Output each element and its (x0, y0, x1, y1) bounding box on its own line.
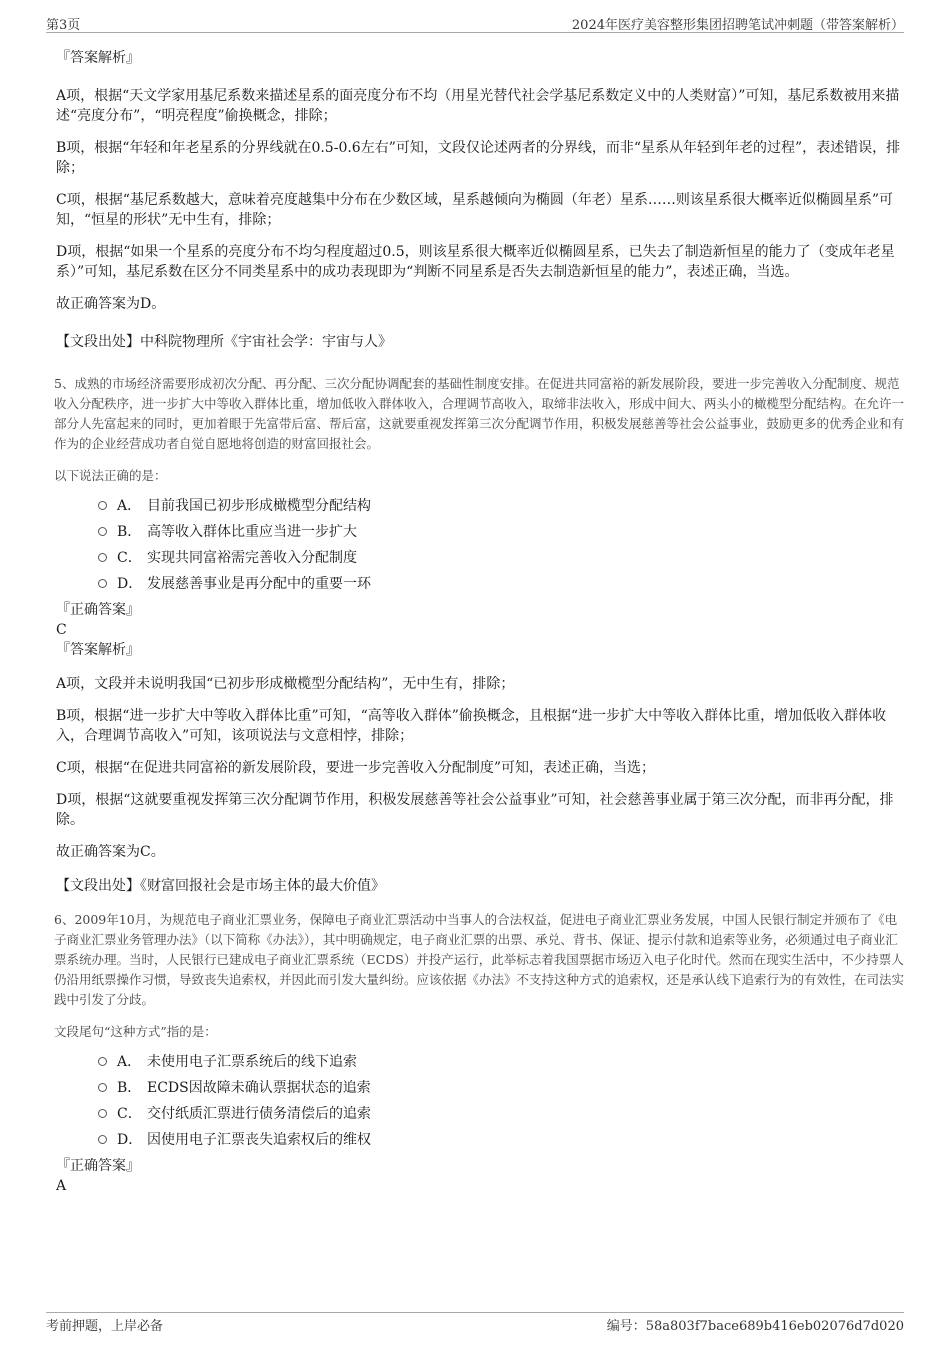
radio-icon[interactable] (98, 1057, 107, 1066)
q4-analysis-d: D项，根据“如果一个星系的亮度分布不均匀程度超过0.5，则该星系很大概率近似椭圆星系，已失去了制造新恒星的能力了（变成年老星系）”可知，基尼系数在区分不同类星系中的成功表现即为“判断不同星系是否失去制造新恒星的能力”，表述正确，当选。 (56, 244, 895, 280)
q6-answer: A (56, 1178, 67, 1194)
document-title: 2024年医疗美容整形集团招聘笔试冲刺题（带答案解析） (571, 18, 904, 33)
q4-source: 【文段出处】中科院物理所《宇宙社会学：宇宙与人》 (56, 334, 392, 350)
q6-option-d[interactable]: D． 因使用电子汇票丧失追索权后的维权 (98, 1126, 904, 1152)
q5-option-d[interactable]: D． 发展慈善事业是再分配中的重要一环 (98, 570, 904, 596)
q6-option-c[interactable]: C． 交付纸质汇票进行债务清偿后的追索 (98, 1100, 904, 1126)
q5-conclusion: 故正确答案为C。 (56, 844, 165, 860)
q5-option-b[interactable]: B． 高等收入群体比重应当进一步扩大 (98, 518, 904, 544)
page-header (46, 12, 904, 33)
q4-analysis-b: B项，根据“年轻和年老星系的分界线就在0.5-0.6左右”可知，文段仅论述两者的分界线，而非“星系从年轻到年老的过程”，表述错误，排除； (56, 140, 901, 176)
q5-analysis-a: A项，文段并未说明我国“已初步形成橄榄型分配结构”，无中生有，排除； (56, 676, 515, 692)
radio-icon[interactable] (98, 501, 107, 510)
radio-icon[interactable] (98, 579, 107, 588)
q4-analysis-a: A项，根据“天文学家用基尼系数来描述星系的面亮度分布不均（用星光替代社会学基尼系数定义中的人类财富）”可知，基尼系数被用来描述“亮度分布”，“明亮程度”偷换概念，排除； (56, 88, 900, 124)
footer-slogan: 考前押题，上岸必备 (46, 1319, 164, 1334)
q5-options (98, 492, 904, 596)
q5-stem: 5、成熟的市场经济需要形成初次分配、再分配、三次分配协调配套的基础性制度安排。在促进共同富裕的新发展阶段，要进一步完善收入分配制度、规范收入分配秩序，进一步扩大中等收入群体比重，增加低收入群体收入，合理调节高收入，取缔非法收入，形成中间大、两头小的橄榄型分配结构。在允许一部分人先富起来的同时，更加着眼于先富带后富、帮后富，这就要重视发挥第三次分配调节作用，积极发展慈善等社会公益事业，鼓励更多的优秀企业和有作为的企业经营成功者自觉自愿地将创造的财富回报社会。 (54, 376, 905, 451)
radio-icon[interactable] (98, 553, 107, 562)
q5-option-c[interactable]: C． 实现共同富裕需完善收入分配制度 (98, 544, 904, 570)
document-body (56, 48, 904, 1196)
radio-icon[interactable] (98, 1109, 107, 1118)
q6-answer-label: 『正确答案』 (56, 1158, 140, 1174)
q5-answer: C (56, 622, 67, 638)
q5-source: 【文段出处】《财富回报社会是市场主体的最大价值》 (56, 878, 385, 894)
q4-conclusion: 故正确答案为D。 (56, 296, 166, 312)
q5-analysis-b: B项，根据“进一步扩大中等收入群体比重”可知，“高等收入群体”偷换概念，且根据“进一步扩大中等收入群体比重，增加低收入群体收入，合理调节高收入”可知，该项说法与文意相悖，排除； (56, 708, 887, 744)
q6-prompt: 文段尾句“这种方式”指的是： (54, 1024, 217, 1039)
radio-icon[interactable] (98, 1135, 107, 1144)
q5-answer-label: 『正确答案』 (56, 602, 140, 618)
radio-icon[interactable] (98, 1083, 107, 1092)
q6-options (98, 1048, 904, 1152)
q5-prompt: 以下说法正确的是： (54, 468, 167, 483)
q5-option-a[interactable]: A． 目前我国已初步形成橄榄型分配结构 (98, 492, 904, 518)
page-number: 第3页 (46, 18, 81, 33)
radio-icon[interactable] (98, 527, 107, 536)
q5-analysis-c: C项，根据“在促进共同富裕的新发展阶段，要进一步完善收入分配制度”可知，表述正确，当选； (56, 760, 656, 776)
document-id: 编号：58a803f7bace689b416eb02076d7d020 (606, 1319, 904, 1334)
q6-stem: 6、2009年10月，为规范电子商业汇票业务，保障电子商业汇票活动中当事人的合法权益，促进电子商业汇票业务发展，中国人民银行制定并颁布了《电子商业汇票业务管理办法》（以下简称《办法》），其中明确规定，电子商业汇票的出票、承兑、背书、保证、提示付款和追索等业务，必须通过电子商业汇票系统办理。当时，人民银行已建成电子商业汇票系统（ECDS）并投产运行，此举标志着我国票据市场迈入电子化时代。然而在现实生活中，不少持票人仍沿用纸票操作习惯，导致丧失追索权，并因此而引发大量纠纷。应该依据《办法》不支持这种方式的追索权，还是承认线下追索行为的有效性，在司法实践中引发了分歧。 (54, 912, 905, 1007)
page-footer (46, 1312, 904, 1335)
q4-analysis-c: C项，根据“基尼系数越大，意味着亮度越集中分布在少数区域，星系越倾向为椭圆（年老）星系……则该星系很大概率近似椭圆星系”可知，“恒星的形状”无中生有，排除； (56, 192, 894, 228)
q4-analysis-label: 『答案解析』 (56, 50, 140, 66)
q6-option-a[interactable]: A． 未使用电子汇票系统后的线下追索 (98, 1048, 904, 1074)
q6-option-b[interactable]: B． ECDS因故障未确认票据状态的追索 (98, 1074, 904, 1100)
q5-analysis-d: D项，根据“这就要重视发挥第三次分配调节作用，积极发展慈善等社会公益事业”可知，社会慈善事业属于第三次分配，而非再分配，排除。 (56, 792, 894, 828)
q5-analysis-label: 『答案解析』 (56, 642, 140, 658)
